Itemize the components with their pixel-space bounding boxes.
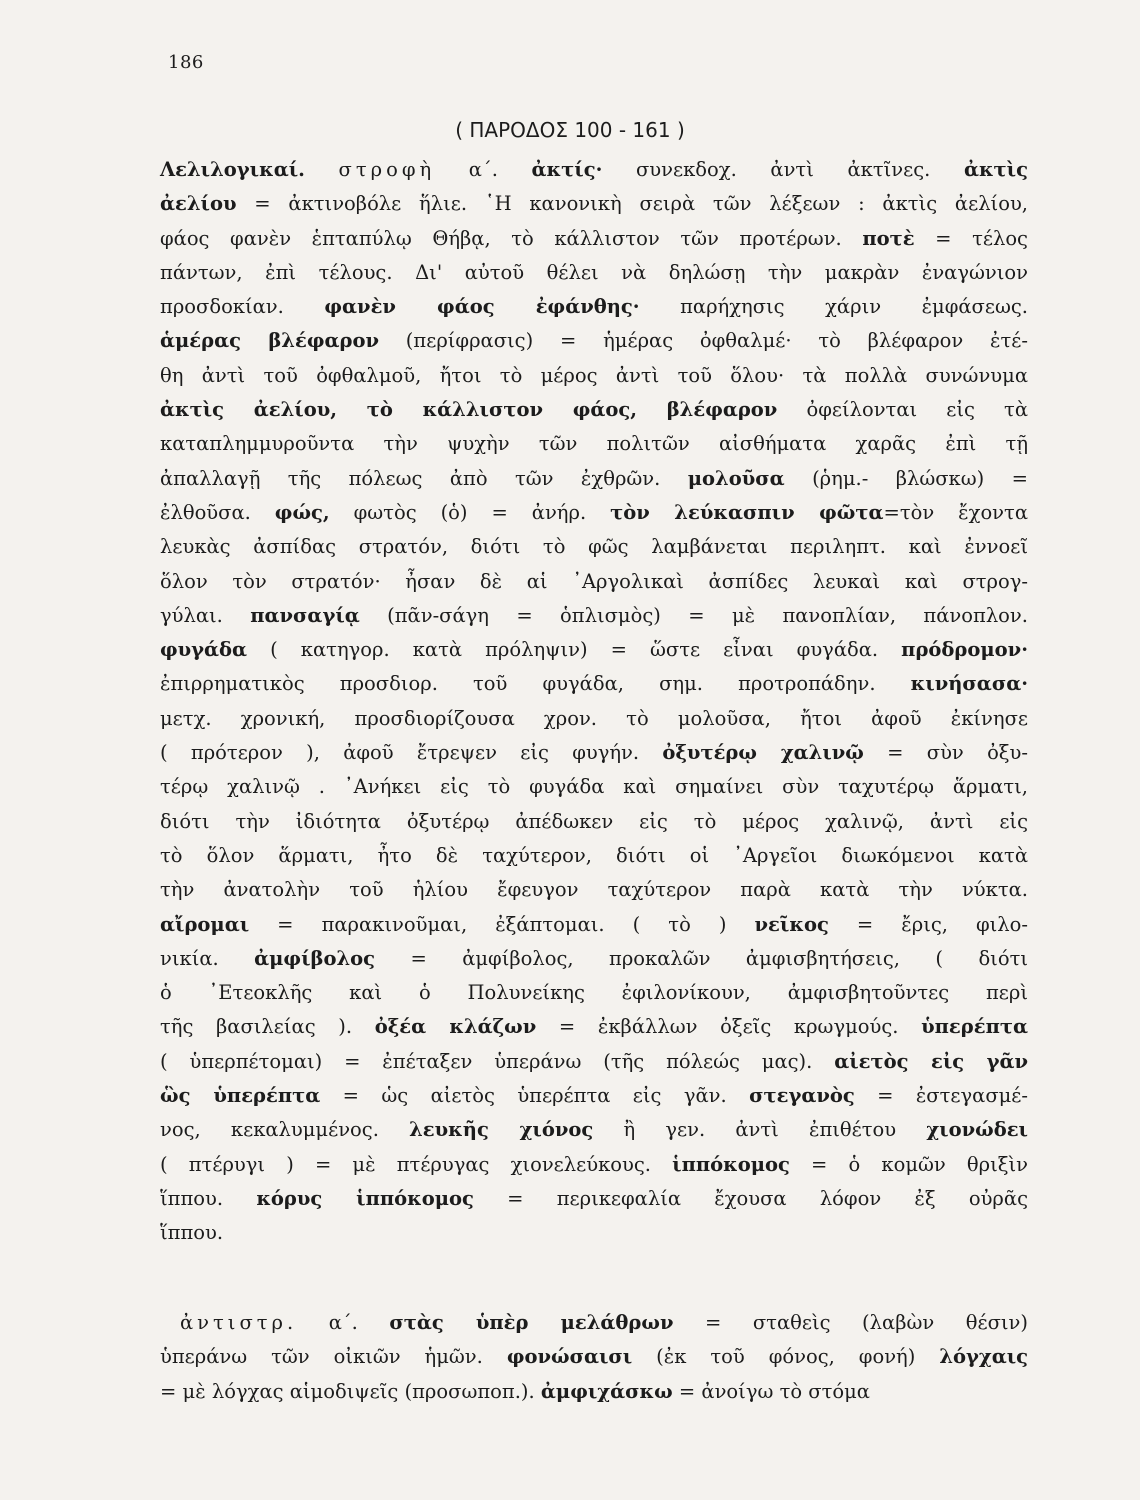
text-run: φάος φανὲν ἑπταπύλῳ Θήβᾳ, τὸ κάλλιστον τῶν προτέρων.	[160, 226, 863, 250]
text-run: = ὁ κομῶν θριξὶν	[789, 1152, 1028, 1176]
lemma-term: ὀξέα κλάζων	[374, 1015, 537, 1039]
text-run: γύλαι.	[160, 603, 251, 627]
text-line	[160, 530, 1028, 564]
lemma-term: αἰετὸς εἰς γᾶν	[834, 1049, 1028, 1073]
text-run: α΄.	[435, 158, 532, 181]
lemma-term: ἱππόκομος	[672, 1152, 790, 1176]
text-run: νος, κεκαλυμμένος.	[160, 1118, 410, 1142]
lemma-term: ποτὲ	[862, 226, 915, 250]
lemma-term: νεῖκος	[754, 912, 829, 936]
lemma-term: ἀμφιχάσκω	[540, 1379, 673, 1403]
text-run: λευκὰς ἀσπίδας στρατόν, διότι τὸ φῶς λαμβάνεται περιληπτ. καὶ ἐννοεῖ	[160, 535, 1028, 559]
text-line	[160, 256, 1028, 290]
text-run: ( κατηγορ. κατὰ πρόληψιν) = ὥστε εἶναι φυγάδα.	[247, 638, 902, 662]
text-run: = παρακινοῦμαι, ἐξάπτομαι. ( τὸ )	[249, 912, 755, 936]
text-line	[160, 908, 1028, 942]
text-run: (πᾶν-σάγη = ὁπλισμὸς) = μὲ πανοπλίαν, πάνοπλον.	[359, 603, 1028, 627]
text-run: (ῥημ.- βλώσκω) =	[784, 466, 1028, 490]
text-run: φωτὸς (ὁ) = ἀνήρ.	[329, 500, 611, 524]
spaced-label: στροφὴ	[338, 158, 436, 181]
lemma-term: λευκῆς χιόνος	[409, 1118, 594, 1142]
lemma-term: φυγάδα	[160, 638, 248, 662]
text-run: = ἔρις, φιλο-	[828, 912, 1028, 936]
text-run: (ἐκ τοῦ φόνος, φονή)	[632, 1345, 940, 1369]
page-number: 186	[168, 52, 204, 73]
text-run: διότι τὴν ἰδιότητα ὀξυτέρῳ ἀπέδωκεν εἰς τὸ μέρος χαλινῷ, ἀντὶ εἰς	[160, 809, 1028, 833]
lemma-term: ὀξυτέρῳ χαλινῷ	[662, 741, 864, 765]
lemma-term: τὸν λεύκασπιν φῶτα	[610, 500, 884, 524]
text-line	[160, 427, 1028, 461]
text-line	[160, 1216, 1028, 1250]
text-line	[160, 1010, 1028, 1044]
text-line	[160, 805, 1028, 839]
text-run: = ἀμφίβολος, προκαλῶν ἀμφισβητήσεις, ( διότι	[375, 946, 1028, 970]
lemma-term: κόρυς ἱππόκομος	[256, 1186, 474, 1210]
text-run: ( πτέρυγι ) = μὲ πτέρυγας χιονελεύκους.	[160, 1152, 673, 1176]
text-run: τὴν ἀνατολὴν τοῦ ἡλίου ἔφευγον ταχύτερον παρὰ κατὰ τὴν νύκτα.	[160, 878, 1028, 902]
text-line	[160, 1340, 1028, 1374]
text-run: = ἐκβάλλων ὀξεῖς κρωγμούς.	[536, 1015, 922, 1039]
text-line	[160, 1045, 1028, 1079]
text-line	[160, 873, 1028, 907]
text-run: =τὸν ἔχοντα	[883, 500, 1028, 524]
text-run: = ἀκτινοβόλε ἥλιε. ῾Η κανονικὴ σειρὰ τῶν λέξεων : ἀκτὶς ἀελίου,	[236, 192, 1028, 216]
spaced-label: ἀντιστρ.	[180, 1311, 298, 1334]
lemma-term: στεγανὸς	[749, 1084, 855, 1108]
text-line	[160, 359, 1028, 393]
text-line	[160, 599, 1028, 633]
lemma-term: ἀελίου	[160, 192, 237, 216]
text-line	[160, 1306, 1028, 1340]
text-run: ἀπαλλαγῇ τῆς πόλεως ἀπὸ τῶν ἐχθρῶν.	[160, 466, 688, 490]
lemma-term: πανσαγίᾳ	[250, 603, 360, 627]
lemma-term: φονώσαισι	[506, 1345, 633, 1369]
section-heading: ( ΠΑΡΟΔΟΣ 100 - 161 )	[455, 118, 685, 142]
text-line	[160, 1375, 1028, 1409]
lemma-term: στὰς ὑπὲρ μελάθρων	[389, 1311, 674, 1334]
text-line	[160, 565, 1028, 599]
text-run: πάντων, ἐπὶ τέλους. Δι' αὐτοῦ θέλει νὰ δηλώσῃ τὴν μακρὰν ἐναγώνιον	[160, 260, 1028, 284]
text-run: καταπλημμυροῦντα τὴν ψυχὴν τῶν πολιτῶν αἰσθήματα χαρᾶς ἐπὶ τῇ	[160, 432, 1028, 456]
text-run: συνεκδοχ. ἀντὶ ἀκτῖνες.	[602, 158, 964, 181]
text-run: = σὺν ὀξυ-	[863, 741, 1028, 765]
text-line	[160, 187, 1028, 221]
lemma-term: ἀκτίς·	[531, 158, 603, 181]
text-run: ὁ ᾿Ετεοκλῆς καὶ ὁ Πολυνείκης ἐφιλονίκουν, ἀμφισβητοῦντες περὶ	[160, 981, 1028, 1005]
text-line	[160, 290, 1028, 324]
text-run: θη ἀντὶ τοῦ ὀφθαλμοῦ, ἤτοι τὸ μέρος ἀντὶ τοῦ ὅλου· τὰ πολλὰ συνώνυμα	[160, 363, 1028, 387]
lemma-term: φανὲν φάος ἐφάνθης·	[324, 295, 640, 319]
text-line	[160, 222, 1028, 256]
text-run: ὑπεράνω τῶν οἰκιῶν ἡμῶν.	[160, 1345, 507, 1369]
lemma-term: ἀκτὶς	[963, 158, 1028, 181]
text-line	[160, 839, 1028, 873]
text-line	[160, 1182, 1028, 1216]
text-line	[160, 702, 1028, 736]
text-run: προσδοκίαν.	[160, 295, 325, 319]
commentary-paragraph-antistrophe	[160, 1306, 1028, 1409]
lemma-term: ὣς ὑπερέπτα	[160, 1084, 321, 1108]
text-run: = περικεφαλία ἔχουσα λόφον ἐξ οὐρᾶς	[473, 1186, 1028, 1210]
lemma-term: κινήσασα·	[910, 672, 1028, 696]
text-run: μετχ. χρονική, προσδιορίζουσα χρον. τὸ μολοῦσα, ἤτοι ἀφοῦ ἐκίνησε	[160, 706, 1028, 730]
text-line	[160, 496, 1028, 530]
text-run: = ἀνοίγω τὸ στόμα	[672, 1379, 870, 1403]
lemma-term: πρόδρομον·	[901, 638, 1028, 662]
text-run: παρήχησις χάριν ἐμφάσεως.	[639, 295, 1028, 319]
text-run: τὸ ὅλον ἅρματι, ἦτο δὲ ταχύτερον, διότι οἱ ᾿Αργεῖοι διωκόμενοι κατὰ	[160, 843, 1028, 867]
text-line	[160, 736, 1028, 770]
lemma-term: αἴρομαι	[160, 912, 250, 936]
text-line	[160, 1148, 1028, 1182]
text-run: = τέλος	[914, 226, 1028, 250]
text-run: ἐπιρρηματικὸς προσδιορ. τοῦ φυγάδα, σημ. προτροπάδην.	[160, 672, 911, 696]
lemma-term: ἀκτὶς ἀελίου, τὸ κάλλιστον φάος, βλέφαρον	[160, 398, 778, 422]
text-run: ( ὑπερπέτομαι) = ἐπέταξεν ὑπεράνω (τῆς πόλεώς μας).	[160, 1049, 835, 1073]
text-run: = ὡς αἰετὸς ὑπερέπτα εἰς γᾶν.	[320, 1084, 750, 1108]
lemma-term: Λελιλογικαί.	[160, 158, 305, 181]
lemma-term: χιονώδει	[926, 1118, 1028, 1142]
lemma-term: μολοῦσα	[687, 466, 785, 490]
text-run: (περίφρασις) = ἡμέρας ὀφθαλμέ· τὸ βλέφαρον ἐτέ-	[379, 329, 1028, 353]
text-line	[160, 770, 1028, 804]
lemma-term: ἀμφίβολος	[254, 946, 376, 970]
text-run: ἐλθοῦσα.	[160, 500, 275, 524]
text-run: = μὲ λόγχας αἱμοδιψεῖς (προσωποπ.).	[160, 1379, 541, 1403]
text-run: = σταθεὶς (λαβὼν θέσιν)	[673, 1311, 1028, 1334]
text-run: = ἐστεγασμέ-	[854, 1084, 1028, 1108]
text-run	[305, 158, 339, 181]
text-line	[160, 1113, 1028, 1147]
text-line	[160, 633, 1028, 667]
text-line	[160, 1079, 1028, 1113]
text-run: ὀφείλονται εἰς τὰ	[777, 398, 1028, 422]
lemma-term: ὑπερέπτα	[921, 1015, 1029, 1039]
text-run: τέρῳ χαλινῷ . ᾿Ανήκει εἰς τὸ φυγάδα καὶ σημαίνει σὺν ταχυτέρῳ ἅρματι,	[160, 775, 1028, 799]
text-run: ὅλον τὸν στρατόν· ἦσαν δὲ αἱ ᾿Αργολικαὶ ἀσπίδες λευκαὶ καὶ στρογ-	[160, 569, 1028, 593]
commentary-paragraph-strophe	[160, 153, 1028, 1251]
text-line	[160, 942, 1028, 976]
lemma-term: ἁμέρας βλέφαρον	[160, 329, 379, 353]
text-run: ἵππου.	[160, 1221, 224, 1245]
lemma-term: φώς,	[274, 500, 330, 524]
lemma-term: λόγχαις	[939, 1345, 1029, 1369]
text-run: νικία.	[160, 946, 255, 970]
text-run: ( πρότερον ), ἀφοῦ ἔτρεψεν εἰς φυγήν.	[160, 741, 663, 765]
text-line	[160, 462, 1028, 496]
text-line	[160, 667, 1028, 701]
text-run: τῆς βασιλείας ).	[160, 1015, 375, 1039]
text-line	[160, 153, 1028, 187]
text-run: α΄.	[297, 1311, 390, 1334]
text-run: ἢ γεν. ἀντὶ ἐπιθέτου	[593, 1118, 927, 1142]
text-line	[160, 324, 1028, 358]
text-run: ἵππου.	[160, 1186, 257, 1210]
text-line	[160, 393, 1028, 427]
text-line	[160, 976, 1028, 1010]
